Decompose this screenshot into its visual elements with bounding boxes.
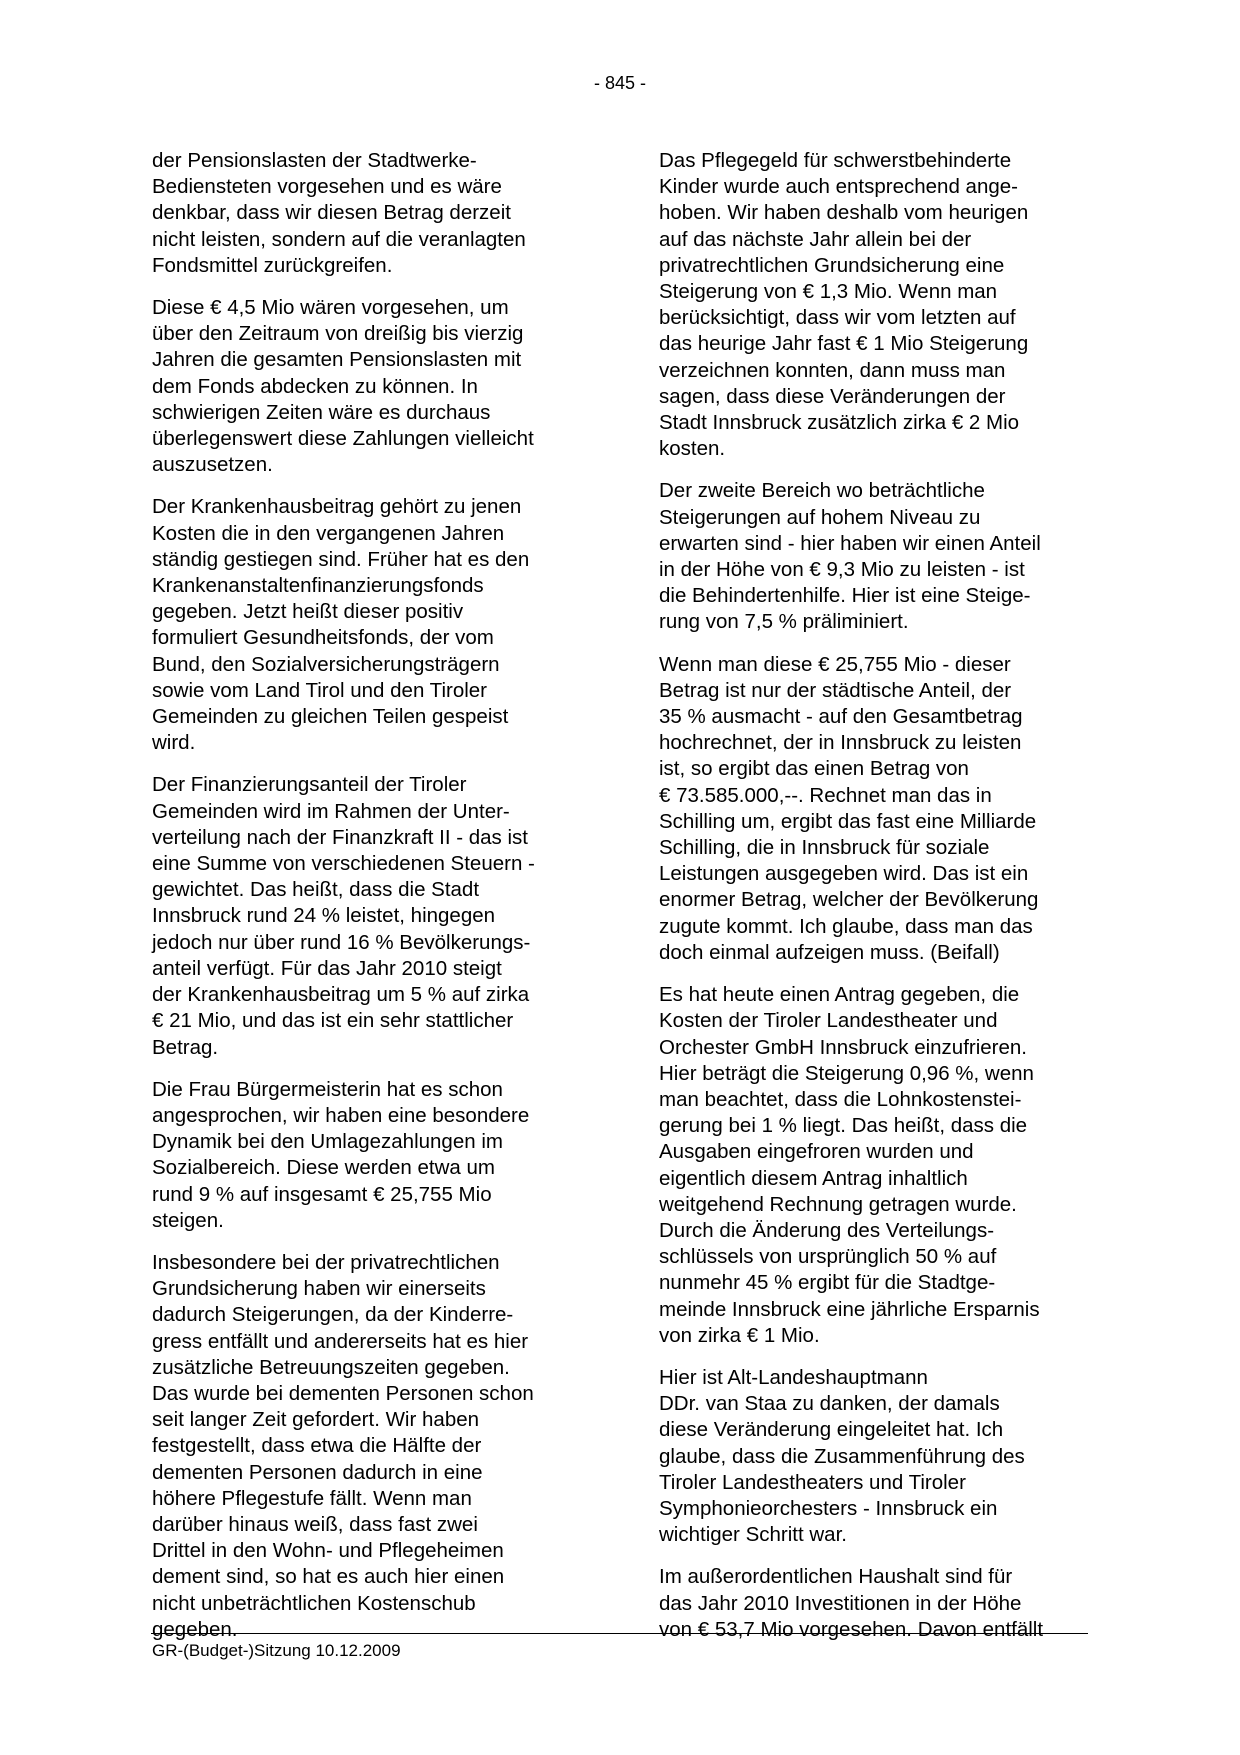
paragraph xyxy=(152,148,592,279)
text-line: Gemeinden wird im Rahmen der Unter- xyxy=(152,799,510,823)
text-line: gewichtet. Das heißt, dass die Stadt xyxy=(152,878,480,902)
text-line: festgestellt, dass etwa die Hälfte der xyxy=(152,1434,482,1458)
text-line: dadurch Steigerungen, da der Kinderre- xyxy=(152,1303,514,1327)
text-line: über den Zeitraum von dreißig bis vierzig xyxy=(152,322,524,346)
text-line: zugute kommt. Ich glaube, dass man das xyxy=(659,914,1033,938)
text-line: privatrechtlichen Grundsicherung eine xyxy=(659,253,1005,277)
text-line: Krankenanstaltenfinanzierungsfonds xyxy=(152,574,484,598)
text-line: Hier beträgt die Steigerung 0,96 %, wenn xyxy=(659,1061,1034,1085)
text-line: gress entfällt und andererseits hat es hier xyxy=(152,1329,529,1353)
text-line: von zirka € 1 Mio. xyxy=(659,1323,820,1347)
text-line: Symphonieorchesters - Innsbruck ein xyxy=(659,1496,998,1520)
text-line: dem Fonds abdecken zu können. In xyxy=(152,374,478,398)
paragraph xyxy=(152,1250,592,1643)
right-column xyxy=(659,148,1099,1659)
text-line: auf das nächste Jahr allein bei der xyxy=(659,227,972,251)
text-line: Fondsmittel zurückgreifen. xyxy=(152,253,393,277)
text-line: rund 9 % auf insgesamt € 25,755 Mio xyxy=(152,1182,492,1206)
text-line: gegeben. xyxy=(152,1617,238,1641)
text-line: von € 53,7 Mio vorgesehen. Davon entfällt xyxy=(659,1617,1044,1641)
text-line: steigen. xyxy=(152,1208,224,1232)
paragraph xyxy=(152,295,592,478)
text-line: Innsbruck rund 24 % leistet, hingegen xyxy=(152,904,496,928)
text-line: das Jahr 2010 Investitionen in der Höhe xyxy=(659,1591,1022,1615)
paragraph xyxy=(152,772,592,1060)
text-line: Betrag. xyxy=(152,1035,219,1059)
text-line: eine Summe von verschiedenen Steuern - xyxy=(152,852,535,876)
text-line: denkbar, dass wir diesen Betrag derzeit xyxy=(152,201,511,225)
text-line: seit langer Zeit gefordert. Wir haben xyxy=(152,1408,480,1432)
text-line: Bediensteten vorgesehen und es wäre xyxy=(152,175,502,199)
text-line: Steigerung von € 1,3 Mio. Wenn man xyxy=(659,280,998,304)
text-line: Bund, den Sozialversicherungsträgern xyxy=(152,652,500,676)
text-line: Das wurde bei dementen Personen schon xyxy=(152,1381,534,1405)
text-line: eigentlich diesem Antrag inhaltlich xyxy=(659,1166,968,1190)
text-line: weitgehend Rechnung getragen wurde. xyxy=(659,1192,1017,1216)
text-line: Schilling um, ergibt das fast eine Milliarde xyxy=(659,809,1037,833)
text-line: Sozialbereich. Diese werden etwa um xyxy=(152,1156,495,1180)
text-line: kosten. xyxy=(659,437,726,461)
paragraph xyxy=(659,148,1099,462)
left-column xyxy=(152,148,592,1659)
text-line: Das Pflegegeld für schwerstbehinderte xyxy=(659,149,1012,172)
text-line: 35 % ausmacht - auf den Gesamtbetrag xyxy=(659,705,1023,729)
text-line: Es hat heute einen Antrag gegeben, die xyxy=(659,983,1020,1007)
text-line: doch einmal aufzeigen muss. (Beifall) xyxy=(659,940,1000,964)
text-line: Der Finanzierungsanteil der Tiroler xyxy=(152,773,467,797)
text-line: Insbesondere bei der privatrechtlichen xyxy=(152,1250,500,1274)
text-line: ist, so ergibt das einen Betrag von xyxy=(659,757,969,781)
text-line: glaube, dass die Zusammenführung des xyxy=(659,1444,1025,1468)
text-line: hoben. Wir haben deshalb vom heurigen xyxy=(659,201,1029,225)
text-line: meinde Innsbruck eine jährliche Ersparnis xyxy=(659,1297,1040,1321)
text-line: Durch die Änderung des Verteilungs- xyxy=(659,1218,995,1242)
paragraph xyxy=(659,1365,1099,1548)
text-line: wichtiger Schritt war. xyxy=(659,1523,847,1547)
text-line: Tiroler Landestheaters und Tiroler xyxy=(659,1470,966,1494)
text-line: darüber hinaus weiß, dass fast zwei xyxy=(152,1512,478,1536)
footer-session-label: GR-(Budget-)Sitzung 10.12.2009 xyxy=(152,1641,401,1660)
text-line: Diese € 4,5 Mio wären vorgesehen, um xyxy=(152,296,509,320)
text-line: auszusetzen. xyxy=(152,453,273,477)
text-line: man beachtet, dass die Lohnkostenstei- xyxy=(659,1087,1022,1111)
text-line: erwarten sind - hier haben wir einen Anteil xyxy=(659,531,1041,555)
text-line: diese Veränderung eingeleitet hat. Ich xyxy=(659,1418,1004,1442)
text-line: hochrechnet, der in Innsbruck zu leisten xyxy=(659,731,1022,755)
text-line: Drittel in den Wohn- und Pflegeheimen xyxy=(152,1539,504,1563)
text-line: nunmehr 45 % ergibt für die Stadtge- xyxy=(659,1271,996,1295)
text-line: in der Höhe von € 9,3 Mio zu leisten - ist xyxy=(659,558,1025,582)
text-line: Jahren die gesamten Pensionslasten mit xyxy=(152,348,522,372)
text-line: nicht unbeträchtlichen Kostenschub xyxy=(152,1591,476,1615)
page-number: - 845 - xyxy=(593,73,647,93)
text-line: Dynamik bei den Umlagezahlungen im xyxy=(152,1130,503,1154)
text-line: der Krankenhausbeitrag um 5 % auf zirka xyxy=(152,983,530,1007)
text-line: Gemeinden zu gleichen Teilen gespeist xyxy=(152,705,509,729)
text-line: formuliert Gesundheitsfonds, der vom xyxy=(152,626,494,650)
text-line: gegeben. Jetzt heißt dieser positiv xyxy=(152,600,464,624)
text-line: Im außerordentlichen Haushalt sind für xyxy=(659,1565,1013,1589)
text-line: jedoch nur über rund 16 % Bevölkerungs- xyxy=(152,930,531,954)
text-line: der Pensionslasten der Stadtwerke- xyxy=(152,149,477,172)
text-line: gerung bei 1 % liegt. Das heißt, dass die xyxy=(659,1114,1028,1138)
text-line: Der Krankenhausbeitrag gehört zu jenen xyxy=(152,495,522,519)
text-line: Hier ist Alt-Landeshauptmann xyxy=(659,1365,928,1389)
text-line: € 73.585.000,--. Rechnet man das in xyxy=(659,783,992,807)
text-line: verteilung nach der Finanzkraft II - das ist xyxy=(152,825,529,849)
text-line: Grundsicherung haben wir einerseits xyxy=(152,1277,486,1301)
text-line: Kosten die in den vergangenen Jahren xyxy=(152,521,505,545)
text-line: Stadt Innsbruck zusätzlich zirka € 2 Mio xyxy=(659,411,1020,435)
text-line: ständig gestiegen sind. Früher hat es den xyxy=(152,547,530,571)
text-line: höhere Pflegestufe fällt. Wenn man xyxy=(152,1486,472,1510)
text-line: Der zweite Bereich wo beträchtliche xyxy=(659,479,985,503)
text-line: sagen, dass diese Veränderungen der xyxy=(659,384,1006,408)
text-line: Ausgaben eingefroren wurden und xyxy=(659,1140,974,1164)
text-line: dementen Personen dadurch in eine xyxy=(152,1460,483,1484)
text-line: DDr. van Staa zu danken, der damals xyxy=(659,1392,1000,1416)
text-line: Betrag ist nur der städtische Anteil, der xyxy=(659,678,1012,702)
paragraph xyxy=(659,1564,1099,1643)
paragraph xyxy=(152,1077,592,1234)
text-line: sowie vom Land Tirol und den Tiroler xyxy=(152,678,488,702)
text-line: Steigerungen auf hohem Niveau zu xyxy=(659,505,981,529)
text-line: Leistungen ausgegeben wird. Das ist ein xyxy=(659,862,1029,886)
text-line: das heurige Jahr fast € 1 Mio Steigerung xyxy=(659,332,1029,356)
text-line: nicht leisten, sondern auf die veranlagten xyxy=(152,227,526,251)
text-line: Kinder wurde auch entsprechend ange- xyxy=(659,175,1018,199)
text-line: Orchester GmbH Innsbruck einzufrieren. xyxy=(659,1035,1027,1059)
text-line: dement sind, so hat es auch hier einen xyxy=(152,1565,505,1589)
text-line: die Behindertenhilfe. Hier ist eine Steige- xyxy=(659,584,1031,608)
text-line: wird. xyxy=(152,731,196,755)
paragraph xyxy=(659,982,1099,1349)
text-line: zusätzliche Betreuungszeiten gegeben. xyxy=(152,1355,510,1379)
text-line: € 21 Mio, und das ist ein sehr stattlicher xyxy=(152,1009,514,1033)
text-line: enormer Betrag, welcher der Bevölkerung xyxy=(659,888,1039,912)
text-line: berücksichtigt, dass wir vom letzten auf xyxy=(659,306,1016,330)
text-line: Wenn man diese € 25,755 Mio - dieser xyxy=(659,652,1011,676)
text-line: anteil verfügt. Für das Jahr 2010 steigt xyxy=(152,956,502,980)
text-line: schwierigen Zeiten wäre es durchaus xyxy=(152,400,491,424)
text-line: angesprochen, wir haben eine besondere xyxy=(152,1103,530,1127)
text-line: Schilling, die in Innsbruck für soziale xyxy=(659,836,990,860)
text-line: Kosten der Tiroler Landestheater und xyxy=(659,1009,998,1033)
text-line: schlüssels von ursprünglich 50 % auf xyxy=(659,1245,997,1269)
paragraph xyxy=(152,494,592,756)
text-line: rung von 7,5 % präliminiert. xyxy=(659,610,909,634)
text-line: verzeichnen konnten, dann muss man xyxy=(659,358,1006,382)
text-line: überlegenswert diese Zahlungen vielleicht xyxy=(152,427,534,451)
text-line: Die Frau Bürgermeisterin hat es schon xyxy=(152,1077,503,1101)
footer-divider xyxy=(151,1633,1088,1634)
paragraph xyxy=(659,478,1099,635)
paragraph xyxy=(659,652,1099,966)
